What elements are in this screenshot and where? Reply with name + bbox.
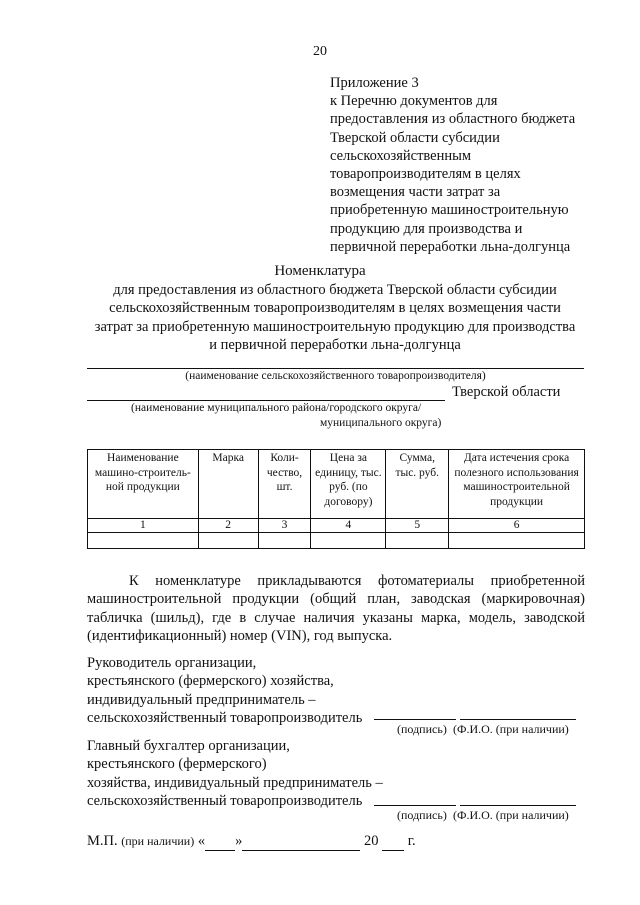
appendix-line: Приложение 3 (330, 75, 419, 91)
municipality-field[interactable] (87, 400, 445, 401)
accountant-line: сельскохозяйственный товаропроизводитель (87, 792, 363, 809)
table-cell[interactable] (258, 533, 311, 549)
column-header: Цена за единицу, тыс. руб. (по договору) (311, 450, 386, 519)
appendix-line: к Перечню документов для (330, 93, 498, 110)
appendix-line: Тверской области субсидии (330, 129, 500, 146)
subtitle-line: сельскохозяйственным товаропроизводителям в целях возмещения части (109, 300, 561, 317)
column-number: 4 (311, 519, 386, 533)
producer-name-field[interactable] (87, 368, 584, 369)
attachment-note: К номенклатуре прикладываются фотоматериалы приобретенной машиностроительной продукции (общий план, заводская (маркировочная) табличка (шильд), где в случае наличия указаны марка, модель, заводской (идентификационный) номер (VIN), год выпуска. (87, 573, 585, 644)
head-line: Руководитель организации, (87, 655, 257, 671)
quote-close: » (235, 833, 243, 849)
region-suffix: Тверской области (452, 384, 561, 400)
day-field[interactable] (205, 833, 235, 851)
appendix-line: первичной переработки льна-долгунца (330, 238, 571, 255)
column-number: 2 (198, 519, 258, 533)
column-header: Сумма, тыс. руб. (386, 450, 449, 519)
table-cell[interactable] (449, 533, 585, 549)
month-field[interactable] (242, 833, 360, 851)
accountant-sign-caption: (подпись) (397, 808, 447, 822)
appendix-line: возмещения части затрат за (330, 184, 501, 201)
accountant-name-field[interactable] (460, 805, 576, 806)
head-line: крестьянского (фермерского) хозяйства, (87, 673, 334, 690)
year-prefix: 20 (363, 833, 379, 849)
column-header: Наименование машино-строитель-ной продукции (88, 450, 199, 519)
table-cell[interactable] (88, 533, 199, 549)
head-line: сельскохозяйственный товаропроизводитель (87, 709, 363, 726)
table-number-row (88, 519, 585, 533)
year-field[interactable] (382, 833, 404, 851)
column-header: Марка (198, 450, 258, 519)
accountant-line: хозяйства, индивидуальный предприниматель – (87, 774, 383, 791)
document-subtitle (85, 281, 585, 354)
table-header-row (88, 450, 585, 519)
producer-caption: (наименование сельскохозяйственного товаропроизводителя) (185, 370, 486, 382)
municipality-caption: (наименование муниципального района/городского округа/ (131, 402, 422, 414)
page-number: 20 (313, 44, 327, 59)
appendix-block (330, 74, 600, 256)
stamp-note: (при наличии) (121, 834, 195, 848)
column-header: Коли-чество, шт. (258, 450, 311, 519)
subtitle-line: затрат за приобретенную машиностроительную продукцию для производства (94, 318, 576, 335)
accountant-signature-field[interactable] (374, 805, 456, 806)
stamp-label: М.П. (87, 833, 118, 849)
head-name-caption: (Ф.И.О. (при наличии) (453, 722, 569, 736)
head-signature-block (87, 654, 362, 727)
column-number: 1 (88, 519, 199, 533)
table-cell[interactable] (198, 533, 258, 549)
appendix-line: сельскохозяйственным (330, 147, 472, 164)
column-number: 3 (258, 519, 311, 533)
table-cell[interactable] (386, 533, 449, 549)
accountant-line: крестьянского (фермерского) (87, 756, 267, 773)
table-cell[interactable] (311, 533, 386, 549)
subtitle-line: для предоставления из областного бюджета Тверской области субсидии (113, 282, 557, 298)
accountant-line: Главный бухгалтер организации, (87, 738, 290, 754)
quote-open: « (197, 833, 206, 849)
head-sign-caption: (подпись) (397, 722, 447, 736)
municipality-caption-cont: муниципального округа) (320, 417, 442, 429)
head-line: индивидуальный предприниматель – (87, 691, 316, 708)
accountant-signature-block (87, 737, 383, 810)
accountant-name-caption: (Ф.И.О. (при наличии) (453, 808, 569, 822)
year-suffix: г. (407, 833, 416, 849)
column-header: Дата истечения срока полезного использования машиностроительной продукции (449, 450, 585, 519)
head-name-field[interactable] (460, 719, 576, 720)
appendix-line: приобретенную машиностроительную (330, 202, 569, 219)
subtitle-line: и первичной переработки льна-долгунца (209, 336, 461, 353)
appendix-line: продукцию для производства и (330, 220, 523, 237)
document-title: Номенклатура (274, 263, 366, 279)
nomenclature-table (87, 449, 585, 549)
head-signature-field[interactable] (374, 719, 456, 720)
column-number: 5 (386, 519, 449, 533)
appendix-line: товаропроизводителям в целях (330, 166, 521, 183)
column-number: 6 (449, 519, 585, 533)
table-row (88, 533, 585, 549)
appendix-line: предоставления из областного бюджета (330, 111, 576, 128)
stamp-date-line (87, 833, 416, 851)
